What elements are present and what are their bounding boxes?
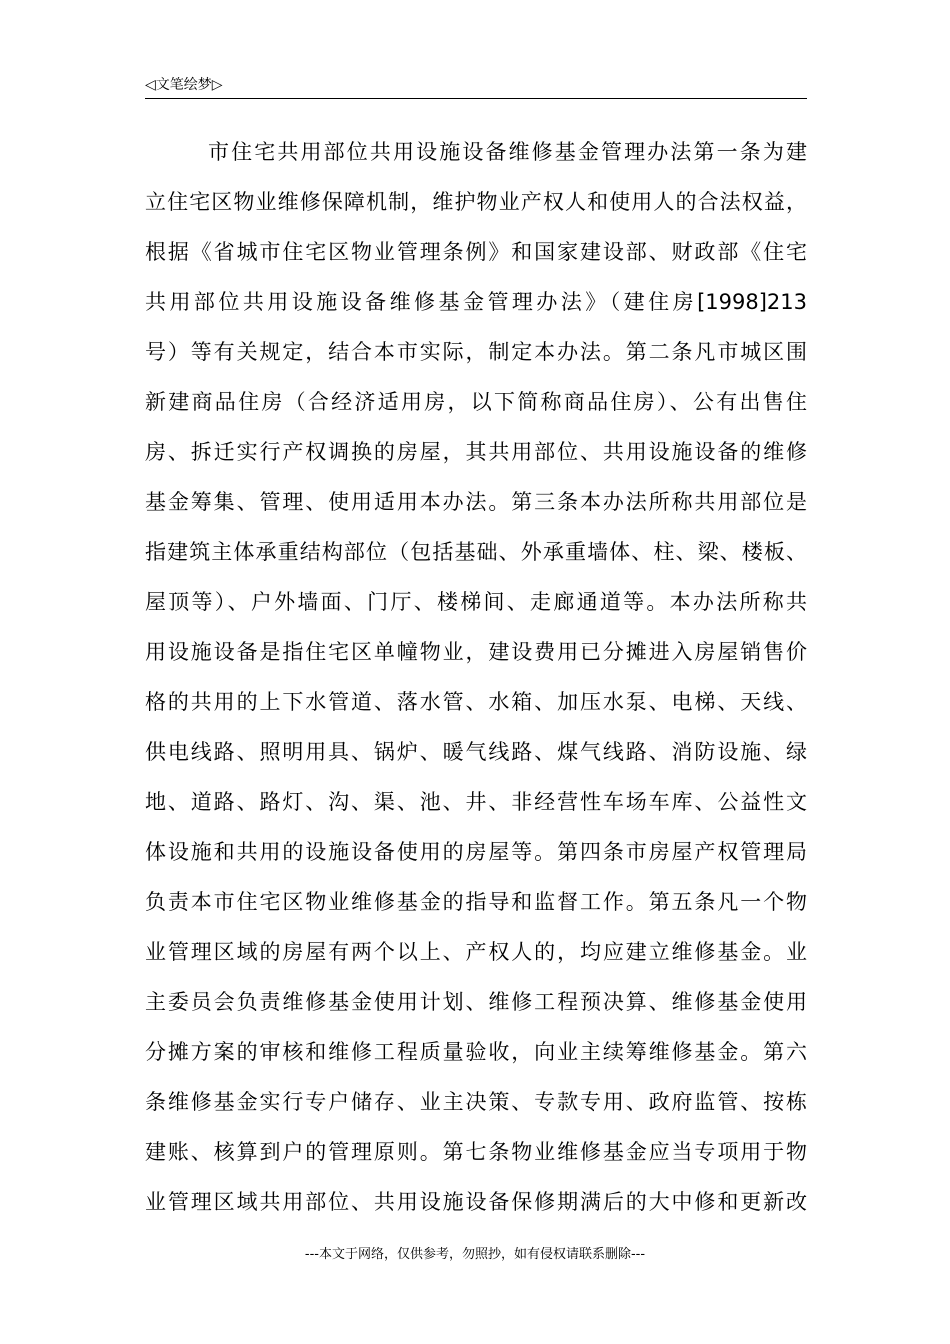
body-line: 主委员会负责维修基金使用计划、维修工程预决算、维修基金使用: [145, 990, 807, 1014]
body-line: 市住宅共用部位共用设施设备维修基金管理办法第一条为建: [208, 140, 807, 164]
document-body: [145, 127, 807, 1227]
body-line: 屋顶等）、户外墙面、门厅、楼梯间、走廊通道等。本办法所称共: [145, 590, 807, 614]
body-line: 指建筑主体承重结构部位（包括基础、外承重墙体、柱、梁、楼板、: [145, 540, 807, 564]
body-line: 立住宅区物业维修保障机制，维护物业产权人和使用人的合法权益，: [145, 190, 807, 214]
body-line: 负责本市住宅区物业维修基金的指导和监督工作。第五条凡一个物: [145, 890, 807, 914]
header-title: ◁文笔绘梦▷: [145, 77, 223, 93]
body-line: 供电线路、照明用具、锅炉、暖气线路、煤气线路、消防设施、绿: [145, 740, 807, 764]
body-line: 号）等有关规定，结合本市实际，制定本办法。第二条凡市城区围: [145, 340, 807, 364]
body-line: 建账、核算到户的管理原则。第七条物业维修基金应当专项用于物: [145, 1140, 807, 1164]
body-line: 条维修基金实行专户储存、业主决策、专款专用、政府监管、按栋: [145, 1090, 807, 1114]
page-footer: [0, 1246, 950, 1264]
body-line: 格的共用的上下水管道、落水管、水箱、加压水泵、电梯、天线、: [145, 690, 807, 714]
body-line: 业管理区域共用部位、共用设施设备保修期满后的大中修和更新改: [145, 1190, 807, 1214]
body-line: 共用部位共用设施设备维修基金管理办法》（建住房[1998]213: [145, 290, 807, 314]
body-line: 业管理区域的房屋有两个以上、产权人的，均应建立维修基金。业: [145, 940, 807, 964]
footer-disclaimer: ---本文于网络，仅供参考，勿照抄，如有侵权请联系删除---: [304, 1247, 646, 1262]
body-line: 地、道路、路灯、沟、渠、池、井、非经营性车场车库、公益性文: [145, 790, 807, 814]
body-line: 根据《省城市住宅区物业管理条例》和国家建设部、财政部《住宅: [145, 240, 807, 264]
body-line: 体设施和共用的设施设备使用的房屋等。第四条市房屋产权管理局: [145, 840, 807, 864]
body-line: 房、拆迁实行产权调换的房屋，其共用部位、共用设施设备的维修: [145, 440, 807, 464]
body-line: 用设施设备是指住宅区单幢物业，建设费用已分摊进入房屋销售价: [145, 640, 807, 664]
page-header: [145, 74, 807, 99]
body-line: 基金筹集、管理、使用适用本办法。第三条本办法所称共用部位是: [145, 490, 807, 514]
body-line: 新建商品住房（合经济适用房，以下简称商品住房）、公有出售住: [145, 390, 807, 414]
body-line: 分摊方案的审核和维修工程质量验收，向业主续筹维修基金。第六: [145, 1040, 807, 1064]
